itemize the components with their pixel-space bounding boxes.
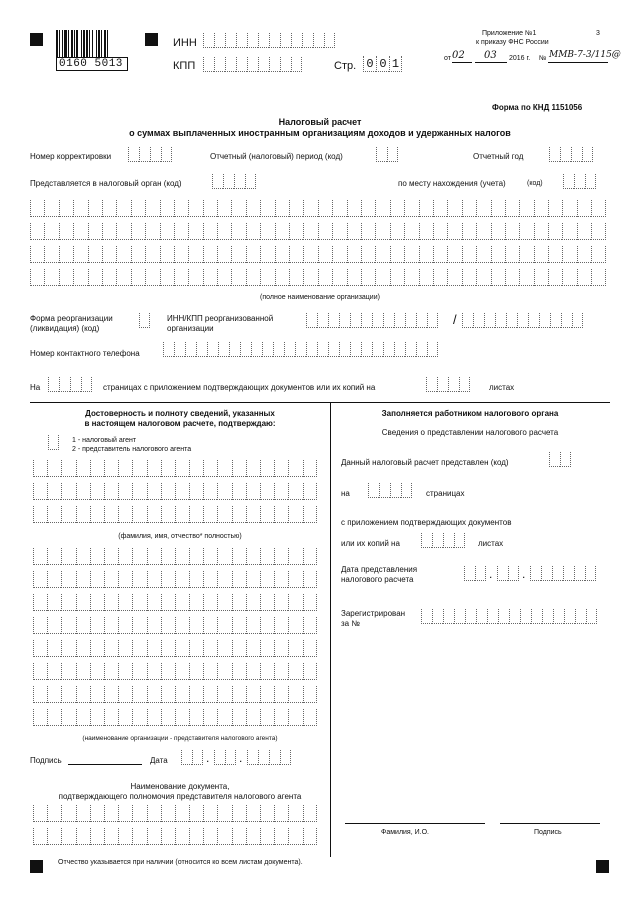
corner-number: 3 xyxy=(596,30,600,37)
grid-row[interactable] xyxy=(33,460,317,477)
submitted-label: Данный налоговый расчет представлен (код) xyxy=(341,458,509,467)
barcode-bars xyxy=(56,30,128,57)
left-title-2: в настоящем налоговом расчете, подтверждаю: xyxy=(84,419,276,428)
fio-grid[interactable] xyxy=(33,460,317,529)
right-date-day[interactable] xyxy=(464,566,486,581)
date-day-field[interactable] xyxy=(181,750,203,765)
inn-label: ИНН xyxy=(173,37,197,49)
phone-label: Номер контактного телефона xyxy=(30,349,140,358)
grid-row[interactable] xyxy=(30,223,606,240)
correction-field[interactable] xyxy=(128,147,172,162)
right-title: Заполняется работником налогового органа xyxy=(381,409,559,418)
location-code-label: (код) xyxy=(527,180,543,187)
fio-line[interactable] xyxy=(345,823,485,824)
org-name-caption: (полное наименование организации) xyxy=(260,294,380,301)
fio-label: Фамилия, И.О. xyxy=(381,829,429,836)
year-field[interactable] xyxy=(549,147,593,162)
option-agent: 1 - налоговый агент xyxy=(72,437,137,444)
option-representative: 2 - представитель налогового агента xyxy=(72,446,192,453)
date-month-field[interactable] xyxy=(214,750,236,765)
page-label: Стр. xyxy=(334,60,357,72)
grid-row[interactable] xyxy=(33,686,317,703)
pages-field[interactable] xyxy=(48,377,92,392)
appendix-line2: к приказу ФНС России xyxy=(476,39,549,46)
reorg-inn-label: ИНН/КПП реорганизованной xyxy=(167,314,274,323)
sheets-label: листах xyxy=(489,383,515,392)
appendix-no-value: ММВ-7-3/115@ xyxy=(549,50,621,60)
sign-line[interactable] xyxy=(500,823,600,824)
grid-row[interactable] xyxy=(30,269,606,286)
grid-row[interactable] xyxy=(33,506,317,523)
tax-authority-label: Представляется в налоговый орган (код) xyxy=(30,179,182,188)
kpp-field[interactable] xyxy=(203,57,302,72)
form-title: Налоговый расчет xyxy=(278,117,362,127)
reorg-form-label-2: (ликвидация) (код) xyxy=(30,324,100,333)
barcode-bar xyxy=(108,30,109,57)
right-date-year[interactable] xyxy=(530,566,596,581)
registered-label-2: за № xyxy=(341,619,360,628)
underline xyxy=(452,62,472,63)
submitted-code-field[interactable] xyxy=(549,452,571,467)
right-sheets-label: листах xyxy=(478,539,504,548)
period-field[interactable] xyxy=(376,147,398,162)
pages-text: страницах с приложением подтверждающих документов или их копий на xyxy=(103,383,376,392)
corner-marker-top-left xyxy=(30,33,43,46)
right-pages-field[interactable] xyxy=(368,483,412,498)
right-on-label: на xyxy=(341,489,350,498)
form-code: Форма по КНД 1151056 xyxy=(492,103,583,112)
representative-org-caption: (наименование организации - представителя налогового агента) xyxy=(82,735,278,742)
corner-marker-bottom-left xyxy=(30,860,43,873)
grid-row[interactable] xyxy=(33,548,317,565)
footnote: Отчество указывается при наличии (относится ко всем листам документа). xyxy=(58,859,303,866)
fio-caption: (фамилия, имя, отчество* полностью) xyxy=(118,533,242,540)
date-dot: . xyxy=(522,567,526,581)
appendix-line1: Приложение №1 xyxy=(482,30,537,37)
registration-number-field[interactable] xyxy=(421,609,597,624)
appendix-day: 02 xyxy=(452,50,465,61)
underline xyxy=(475,62,507,63)
underline xyxy=(548,62,608,63)
right-sheets-field[interactable] xyxy=(421,533,465,548)
correction-label: Номер корректировки xyxy=(30,152,112,161)
document-name-grid[interactable] xyxy=(33,805,317,851)
signer-type-field[interactable] xyxy=(48,435,59,450)
section-divider xyxy=(30,402,610,403)
slash-separator: / xyxy=(453,312,457,327)
date-dot: . xyxy=(206,751,210,765)
date-year-field[interactable] xyxy=(247,750,291,765)
page-number-field[interactable] xyxy=(363,56,402,72)
signature-label: Подпись xyxy=(30,756,62,765)
reorg-kpp-field[interactable] xyxy=(462,313,583,328)
right-pages-label: страницах xyxy=(426,489,465,498)
date-submitted-label-2: налогового расчета xyxy=(341,575,414,584)
left-title-1: Достоверность и полноту сведений, указанных xyxy=(85,409,275,418)
grid-row[interactable] xyxy=(30,246,606,263)
date-dot: . xyxy=(489,567,493,581)
period-label: Отчетный (налоговый) период (код) xyxy=(210,152,343,161)
phone-field[interactable] xyxy=(163,342,438,357)
appendix-year: 2016 г. xyxy=(509,55,531,62)
date-label: Дата xyxy=(150,756,168,765)
reorg-form-field[interactable] xyxy=(139,313,150,328)
org-name-grid[interactable] xyxy=(30,200,606,292)
page-digit: 1 xyxy=(389,56,402,72)
signature-line[interactable] xyxy=(68,764,142,765)
with-docs-label: с приложением подтверждающих документов xyxy=(341,518,512,527)
appendix-from-label: от xyxy=(444,55,451,62)
right-subtitle: Сведения о представлении налогового расчета xyxy=(381,428,559,437)
corner-marker-bottom-right xyxy=(596,860,609,873)
grid-row[interactable] xyxy=(33,828,317,845)
reorg-form-label: Форма реорганизации xyxy=(30,314,113,323)
inn-field[interactable] xyxy=(203,33,335,48)
doc-title-1: Наименование документа, xyxy=(130,782,230,791)
section-vertical-divider xyxy=(330,402,331,857)
year-label: Отчетный год xyxy=(473,152,524,161)
grid-row[interactable] xyxy=(33,663,317,680)
date-submitted-label-1: Дата представления xyxy=(341,565,418,574)
registered-label-1: Зарегистрирован xyxy=(341,609,406,618)
location-label: по месту нахождения (учета) xyxy=(398,179,506,188)
sheets-field[interactable] xyxy=(426,377,470,392)
grid-row[interactable] xyxy=(33,709,317,726)
grid-row[interactable] xyxy=(33,571,317,588)
appendix-month: 03 xyxy=(484,50,497,61)
representative-org-grid[interactable] xyxy=(33,548,317,732)
location-field[interactable] xyxy=(563,174,596,189)
grid-row[interactable] xyxy=(33,640,317,657)
grid-row[interactable] xyxy=(33,594,317,611)
right-date-month[interactable] xyxy=(497,566,519,581)
page-digit: 0 xyxy=(376,56,389,72)
barcode xyxy=(56,30,128,68)
grid-row[interactable] xyxy=(33,805,317,822)
grid-row[interactable] xyxy=(30,200,606,217)
form-subtitle: о суммах выплаченных иностранным организациям доходов и удержанных налогов xyxy=(129,128,511,138)
appendix-no-label: № xyxy=(539,55,547,62)
grid-row[interactable] xyxy=(33,617,317,634)
reorg-inn-label-2: организации xyxy=(167,324,214,333)
tax-authority-field[interactable] xyxy=(212,174,256,189)
page-digit: 0 xyxy=(363,56,376,72)
sign-label: Подпись xyxy=(534,829,562,836)
doc-title-2: подтверждающего полномочия представителя налогового агента xyxy=(58,792,302,801)
reorg-inn-field[interactable] xyxy=(306,313,438,328)
kpp-label: КПП xyxy=(173,60,196,72)
date-dot: . xyxy=(239,751,243,765)
grid-row[interactable] xyxy=(33,483,317,500)
barcode-number: 0160 5013 xyxy=(56,57,128,71)
on-label: На xyxy=(30,383,41,392)
corner-marker-top-mid xyxy=(145,33,158,46)
or-copies-label: или их копий на xyxy=(341,539,400,548)
